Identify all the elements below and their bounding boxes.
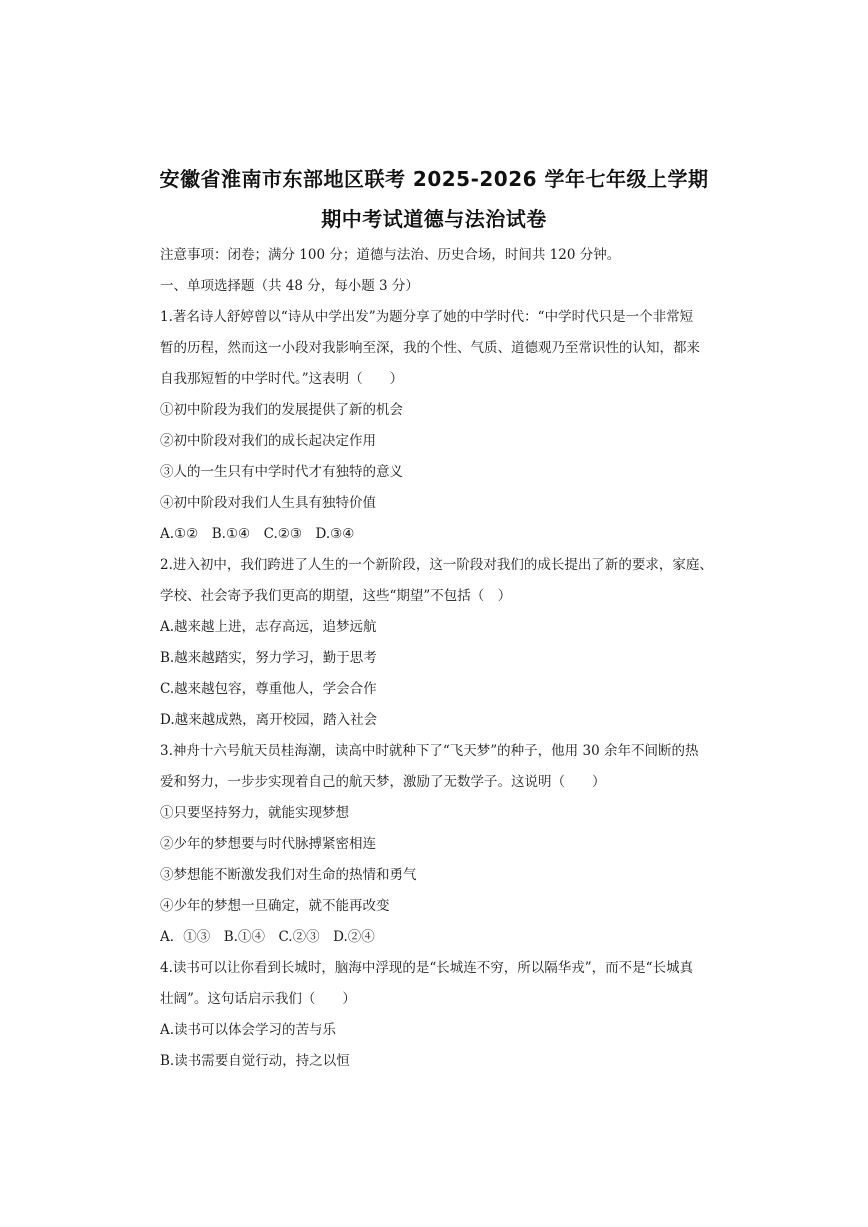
answer-choices: A．①③ B.①④ C.②③ D.②④	[160, 929, 375, 945]
question-stem-line: 壮阔”。这句话启示我们（ ）	[160, 991, 356, 1007]
answer-option: D.越来越成熟，离开校园，踏入社会	[160, 712, 378, 728]
question-stem-line: 2.进入初中，我们跨进了人生的一个新阶段，这一阶段对我们的成长提出了新的要求，家庭、	[160, 557, 713, 573]
question-4	[160, 953, 720, 1077]
question-1	[160, 302, 720, 550]
question-stem-line: 暂的历程，然而这一小段对我影响至深，我的个性、气质、道德观乃至常识性的认知，都来	[160, 340, 700, 356]
statement-item: ④少年的梦想一旦确定，就不能再改变	[160, 898, 390, 914]
question-stem-line: 自我那短暂的中学时代。”这表明（ ）	[160, 371, 404, 387]
question-stem-line: 4.读书可以让你看到长城时，脑海中浮现的是“长城连不穷，所以隔华戎”，而不是“长城真	[160, 960, 694, 976]
question-stem-line: 1.著名诗人舒婷曾以“诗从中学出发”为题分享了她的中学时代：“中学时代只是一个非常短	[160, 309, 694, 325]
statement-item: ①初中阶段为我们的发展提供了新的机会	[160, 402, 403, 418]
exam-content	[160, 240, 720, 1077]
question-stem-line: 3.神舟十六号航天员桂海潮，读高中时就种下了“飞天梦”的种子，他用 30 余年不间断的热	[160, 743, 699, 759]
answer-option: B.读书需要自觉行动，持之以恒	[160, 1053, 350, 1069]
answer-choices: A.①② B.①④ C.②③ D.③④	[160, 526, 355, 542]
statement-item: ②初中阶段对我们的成长起决定作用	[160, 433, 376, 449]
answer-option: A.越来越上进，志存高远，追梦远航	[160, 619, 377, 635]
statement-item: ②少年的梦想要与时代脉搏紧密相连	[160, 836, 376, 852]
statement-item: ④初中阶段对我们人生具有独特价值	[160, 495, 376, 511]
exam-title-line1: 安徽省淮南市东部地区联考 2025-2026 学年七年级上学期	[159, 167, 709, 191]
exam-title-line2: 期中考试道德与法治试卷	[321, 207, 547, 231]
statement-item: ①只要坚持努力，就能实现梦想	[160, 805, 349, 821]
statement-item: ③人的一生只有中学时代才有独特的意义	[160, 464, 403, 480]
section-heading: 一、单项选择题（共 48 分，每小题 3 分）	[160, 278, 419, 294]
answer-option: B.越来越踏实，努力学习，勤于思考	[160, 650, 377, 666]
question-stem-line: 爱和努力，一步步实现着自己的航天梦，激励了无数学子。这说明（ ）	[160, 774, 606, 790]
answer-option: A.读书可以体会学习的苦与乐	[160, 1022, 337, 1038]
answer-option: C.越来越包容，尊重他人，学会合作	[160, 681, 377, 697]
statement-item: ③梦想能不断激发我们对生命的热情和勇气	[160, 867, 417, 883]
question-stem-line: 学校、社会寄予我们更高的期望，这些“期望”不包括（ ）	[160, 588, 512, 604]
question-3	[160, 736, 720, 953]
notice-text: 注意事项：闭卷；满分 100 分；道德与法治、历史合场，时间共 120 分钟。	[160, 247, 621, 263]
question-2	[160, 550, 720, 736]
